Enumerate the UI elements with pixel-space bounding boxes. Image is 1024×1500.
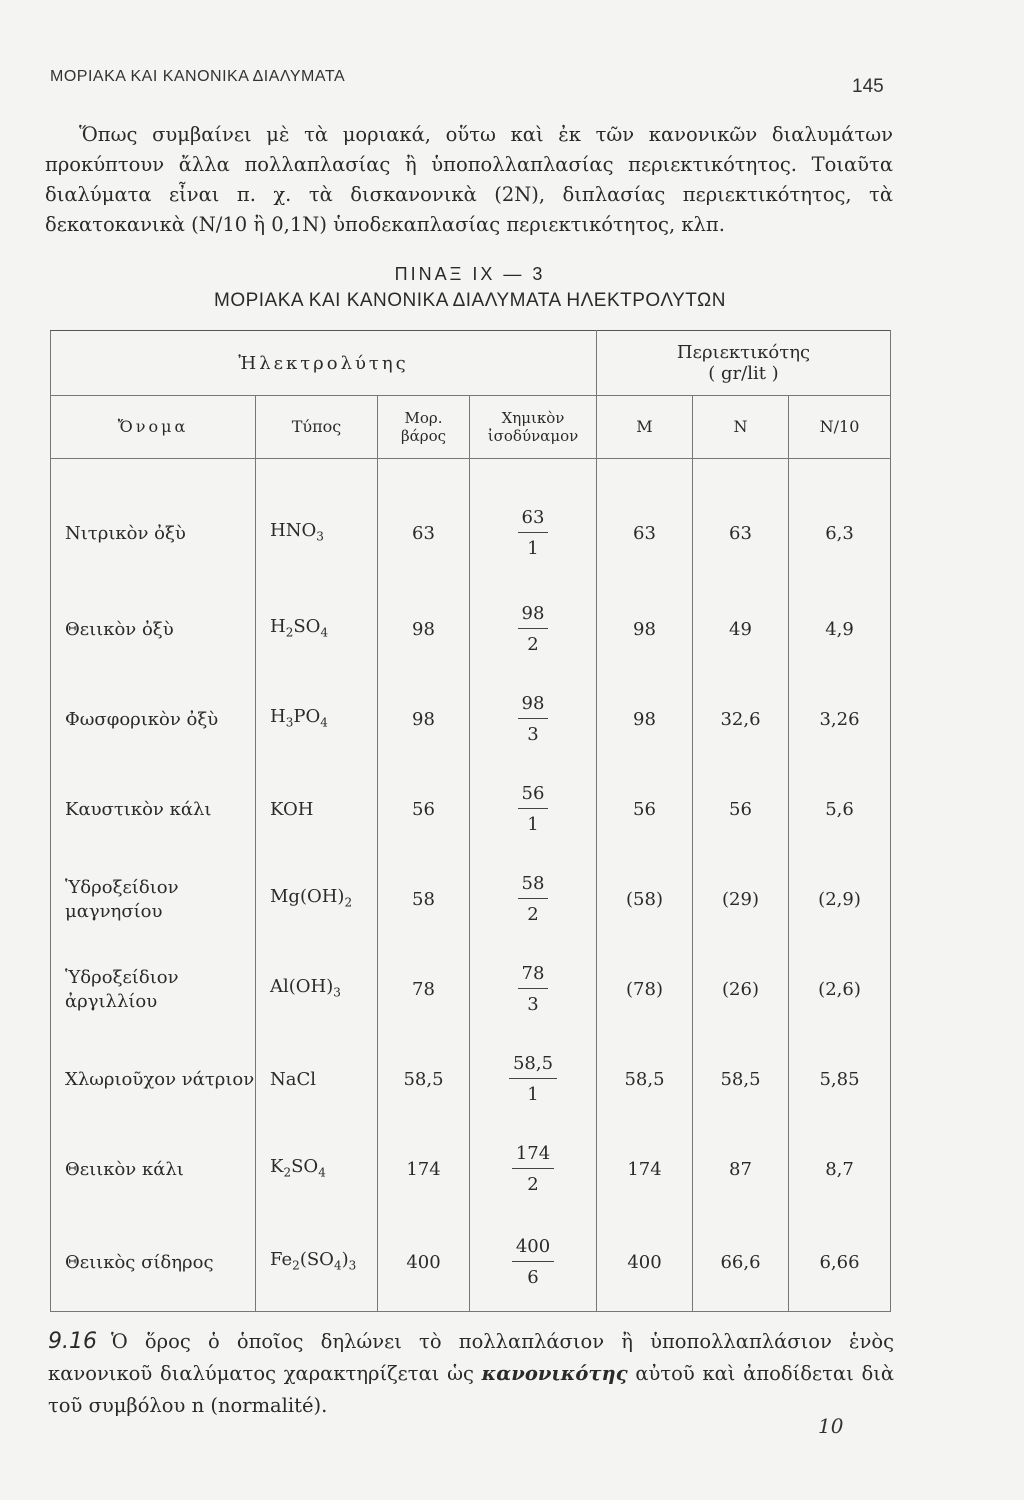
cell-name: Θειικὸς σίδηρος [51,1215,256,1312]
cell-mol-weight: 98 [378,585,470,675]
cell-n10: 5,85 [789,1035,891,1125]
table-number: ΠΙΝΑΞ IX — 3 [394,264,546,284]
cell-n10: 6,66 [789,1215,891,1312]
cell-n10: 5,6 [789,765,891,855]
cell-n10: (2,6) [789,945,891,1035]
section-paragraph: 9.16 Ὁ ὅρος ὁ ὁποῖος δηλώνει τὸ πολλαπλάσιον ἢ ὑποπολλαπλάσιον ἑνὸς κανονικοῦ διαλύματος χαρακτηρίζεται ὡς κανονικότης αὐτοῦ καὶ ἀποδίδεται διὰ τοῦ συμβόλου n (normalité). [48,1329,895,1417]
cell-m: 63 [597,459,693,585]
cell-n: 58,5 [693,1035,789,1125]
signature-mark: 10 [818,1414,844,1438]
cell-formula: $H_2SO_4$ [256,585,378,675]
cell-equivalent: $\frac{98}{2}$ [470,585,597,675]
cell-m: (58) [597,855,693,945]
cell-equivalent: $\frac{58,5}{1}$ [470,1035,597,1125]
cell-formula: KOH [256,765,378,855]
cell-n10: 8,7 [789,1125,891,1215]
running-title: ΜΟΡΙΑΚΑ ΚΑΙ ΚΑΝΟΝΙΚΑ ΔΙΑΛΥΜΑΤΑ [50,68,346,85]
cell-name: Καυστικὸν κάλι [51,765,256,855]
table-row [51,1215,891,1312]
cell-name: Νιτρικὸν ὀξὺ [51,459,256,585]
electrolyte-table [50,330,891,1312]
table-row [51,459,891,585]
cell-n: 63 [693,459,789,585]
cell-m: 174 [597,1125,693,1215]
cell-m: 58,5 [597,1035,693,1125]
cell-equivalent: $\frac{58}{2}$ [470,855,597,945]
cell-m: 56 [597,765,693,855]
cell-m: 400 [597,1215,693,1312]
term-normality: κανονικότης [481,1362,628,1385]
table-row [51,945,891,1035]
cell-name: Φωσφορικὸν ὀξὺ [51,675,256,765]
cell-m: 98 [597,675,693,765]
table-row [51,1035,891,1125]
cell-n: (29) [693,855,789,945]
cell-n: 56 [693,765,789,855]
cell-equivalent: $\frac{400}{6}$ [470,1215,597,1312]
cell-mol-weight: 98 [378,675,470,765]
cell-n: (26) [693,945,789,1035]
cell-m: 98 [597,585,693,675]
header-equivalent: Χημικὸν ἰσοδύναμον [470,396,597,459]
cell-mol-weight: 56 [378,765,470,855]
cell-formula: $Fe_2(SO_4)_3$ [256,1215,378,1312]
cell-formula: $K_2SO_4$ [256,1125,378,1215]
header-type: Τύπος [256,396,378,459]
section-number: 9.16 [48,1329,97,1354]
header-electrolyte: Ἠλεκτρολύτης [51,331,597,396]
cell-n10: 6,3 [789,459,891,585]
cell-n: 87 [693,1125,789,1215]
cell-n: 32,6 [693,675,789,765]
cell-equivalent: $\frac{174}{2}$ [470,1125,597,1215]
table-row [51,855,891,945]
header-n10: N/10 [789,396,891,459]
cell-formula: $Mg(OH)_2$ [256,855,378,945]
table-row [51,1125,891,1215]
cell-formula: NaCl [256,1035,378,1125]
cell-mol-weight: 58,5 [378,1035,470,1125]
cell-name: Θειικὸν κάλι [51,1125,256,1215]
header-name: Ὄνομα [51,396,256,459]
header-content: Περιεκτικότης ( gr/lit ) [597,331,891,396]
header-mol-weight: Μορ. βάρος [378,396,470,459]
cell-mol-weight: 78 [378,945,470,1035]
cell-mol-weight: 174 [378,1125,470,1215]
cell-name: Θειικὸν ὀξὺ [51,585,256,675]
cell-formula: $H_3PO_4$ [256,675,378,765]
cell-mol-weight: 58 [378,855,470,945]
cell-mol-weight: 400 [378,1215,470,1312]
cell-n10: (2,9) [789,855,891,945]
cell-equivalent: $\frac{98}{3}$ [470,675,597,765]
cell-formula: $HNO_3$ [256,459,378,585]
cell-n: 66,6 [693,1215,789,1312]
header-m: M [597,396,693,459]
cell-n: 49 [693,585,789,675]
cell-name: Χλωριοῦχον νάτριον [51,1035,256,1125]
cell-name: Ὑδροξείδιον ἀργιλλίου [51,945,256,1035]
header-n: N [693,396,789,459]
table-row [51,585,891,675]
cell-formula: $Al(OH)_3$ [256,945,378,1035]
intro-paragraph: Ὅπως συμβαίνει μὲ τὰ μοριακά, οὕτω καὶ ἐκ τῶν κανονικῶν διαλυμάτων προκύπτουν ἄλλα πολλαπλασίας ἢ ὑποπολλαπλασίας περιεκτικότητος. Τοιαῦτα διαλύματα εἶναι π. χ. τὰ δισκανονικὰ (2N), διπλασίας περιεκτικότητος, τὰ δεκατοκανικὰ (N/10 ἢ 0,1N) ὑποδεκαπλασίας περιεκτικότητος, κλπ. [45,123,893,236]
cell-m: (78) [597,945,693,1035]
cell-mol-weight: 63 [378,459,470,585]
table-row [51,765,891,855]
table-row [51,675,891,765]
cell-name: Ὑδροξείδιον μαγνησίου [51,855,256,945]
cell-equivalent: $\frac{63}{1}$ [470,459,597,585]
cell-n10: 3,26 [789,675,891,765]
cell-equivalent: $\frac{78}{3}$ [470,945,597,1035]
cell-n10: 4,9 [789,585,891,675]
table-title: ΜΟΡΙΑΚΑ ΚΑΙ ΚΑΝΟΝΙΚΑ ΔΙΑΛΥΜΑΤΑ ΗΛΕΚΤΡΟΛΥΤΩΝ [214,290,726,311]
cell-equivalent: $\frac{56}{1}$ [470,765,597,855]
page-number: 145 [852,76,884,97]
